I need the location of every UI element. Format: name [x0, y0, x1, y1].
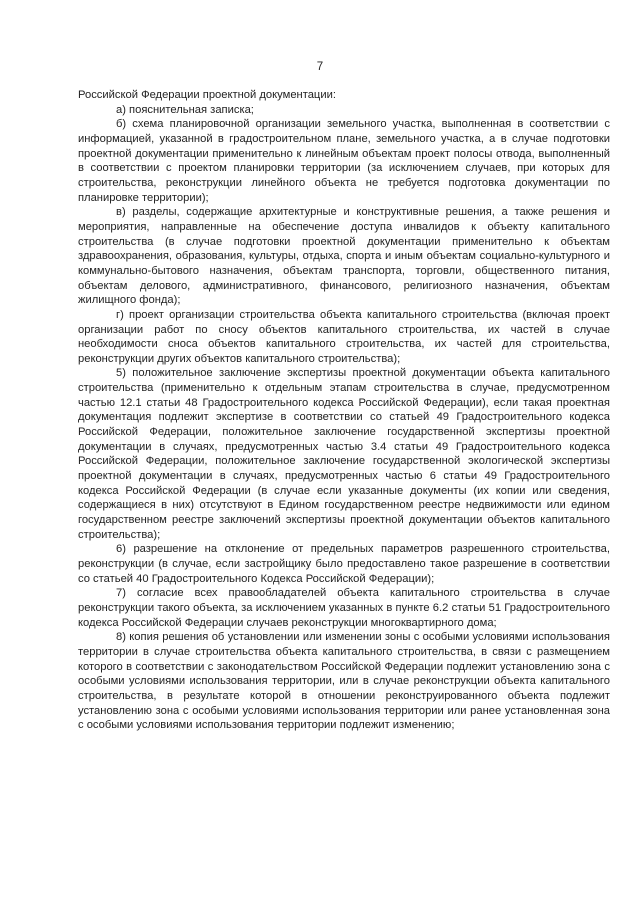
paragraph-item-8: 8) копия решения об установлении или изменении зоны с особыми условиями использования территории в случае строительства объекта капитального строительства, в связи с размещением которого в соответствии с законодательством Российской Федерации подлежит установлению зона с особыми условиями использования территории, или в случае реконструкции объекта капитального строительства, в результате которой в отношении реконструированного объекта подлежит установлению зона с особыми условиями использования территории или ранее установленная зона с особыми условиями использования территории подлежит изменению; — [78, 631, 610, 732]
paragraph-item-6: 6) разрешение на отклонение от предельных параметров разрешенного строительства, реконструкции (в случае, если застройщику было предоставлено такое разрешение в соответствии со статьей 40 Градостроительного Кодекса Российской Федерации); — [78, 543, 610, 585]
paragraph-item-v: в) разделы, содержащие архитектурные и конструктивные решения, а также решения и мероприятия, направленные на обеспечение доступа инвалидов к объекту капитального строительства (в случае подготовки проектной документации применительно к объектам здравоохранения, образования, культуры, отдыха, спорта и иным объектам социально-культурного и коммунально-бытового назначения, объектам транспорта, торговли, общественного питания, объектам делового, административного, финансового, религиозного назначения, объектам жилищного фонда); — [78, 206, 610, 307]
paragraph-item-5: 5) положительное заключение экспертизы проектной документации объекта капитального строительства (применительно к отдельным этапам строительства в случае, предусмотренном частью 12.1 статьи 48 Градостроительного кодекса Российской Федерации), если такая проектная документация подлежит экспертизе в соответствии со статьей 49 Градостроительного кодекса Российской Федерации, положительное заключение государственной экспертизы проектной документации в случаях, предусмотренных частью 3.4 статьи 49 Градостроительного кодекса Российской Федерации, положительное заключение государственной экологической экспертизы проектной документации в случаях, предусмотренных частью 6 статьи 49 Градостроительного кодекса Российской Федерации (в случае если указанные документы (их копии или сведения, содержащиеся в них) отсутствуют в Едином государственном реестре недвижимости или едином государственном реестре заключений экспертизы проектной документации объектов капитального строительства); — [78, 367, 610, 541]
paragraph-item-g: г) проект организации строительства объекта капитального строительства (включая проект организации работ по сносу объектов капитального строительства, их частей в случае необходимости сноса объектов капитального строительства, их частей для строительства, реконструкции других объектов капитального строительства); — [78, 308, 610, 365]
document-body — [78, 88, 610, 733]
page-number: 7 — [316, 61, 324, 73]
paragraph-item-a: а) пояснительная записка; — [116, 103, 254, 116]
paragraph-item-7: 7) согласие всех правообладателей объекта капитального строительства в случае реконструкции такого объекта, за исключением указанных в пункте 6.2 статьи 51 Градостроительного кодекса Российской Федерации случаев реконструкции многоквартирного дома; — [78, 587, 610, 629]
paragraph-intro: Российской Федерации проектной документации: — [78, 89, 336, 101]
paragraph-item-b: б) схема планировочной организации земельного участка, выполненная в соответствии с информацией, указанной в градостроительном плане, земельного участка, а в случае подготовки проектной документации применительно к линейным объектам проект полосы отвода, выполненный в соответствии с проектом планировки территории (за исключением случаев, при которых для строительства, реконструкции линейного объекта не требуется подготовка документации по планировке территории); — [78, 118, 610, 204]
